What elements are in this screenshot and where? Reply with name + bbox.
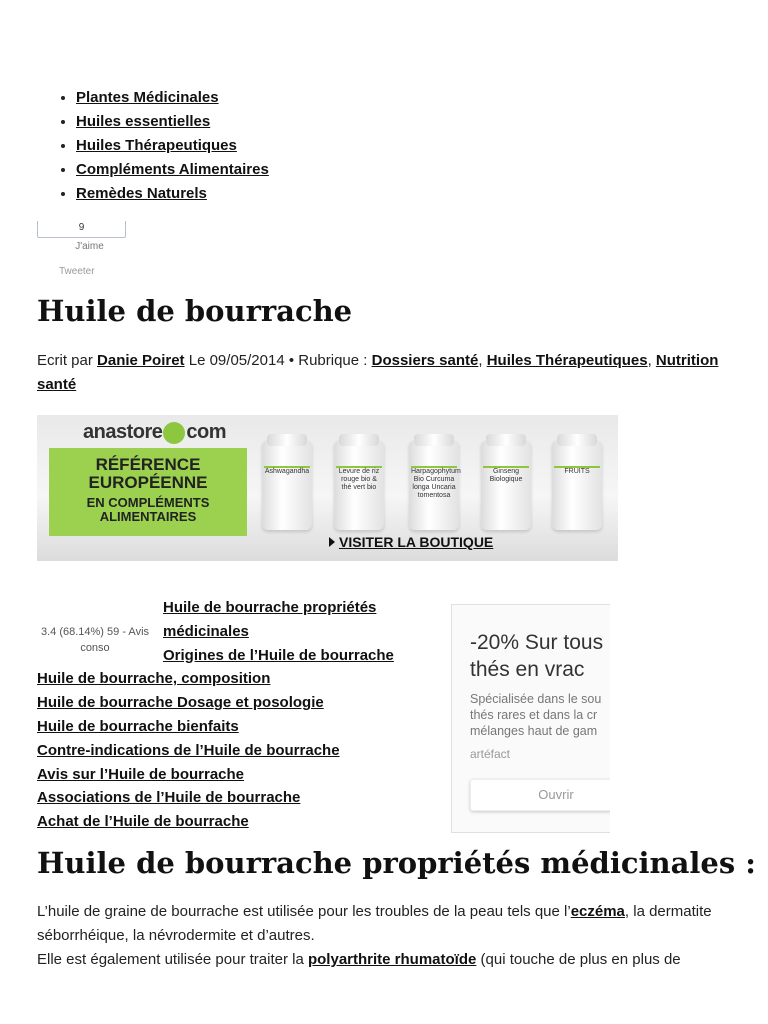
paragraph-text: (qui touche de plus en plus de [476, 951, 681, 968]
byline-prefix: Ecrit par [37, 352, 93, 369]
toc-item[interactable] [37, 715, 437, 739]
toc-item[interactable] [37, 810, 437, 834]
logo-text-right: com [186, 421, 226, 443]
ad-brand: artéfact [470, 747, 511, 761]
toc-link[interactable]: Contre-indications de l’Huile de bourrache [37, 741, 340, 759]
section-paragraph [37, 900, 742, 972]
banner-line-2: EUROPÉENNE [88, 473, 208, 492]
eczema-link[interactable]: eczéma [570, 903, 625, 920]
like-button[interactable]: J'aime [75, 241, 104, 252]
table-of-contents [37, 596, 437, 834]
paragraph-text: Elle est également utilisée pour traiter la [37, 951, 308, 968]
nav-item[interactable] [76, 158, 269, 182]
toc-link[interactable]: Huile de bourrache Dosage et posologie [37, 694, 324, 712]
nav-item[interactable] [76, 110, 269, 134]
ad-open-button[interactable]: Ouvrir [470, 779, 610, 811]
paragraph-text: , la dermatite séborrhéique, la névrodermite et d’autres. [37, 903, 712, 944]
nav-link-remedes[interactable]: Remèdes Naturels [76, 185, 207, 202]
toc-link[interactable]: Avis sur l’Huile de bourrache [37, 765, 245, 783]
page-title: Huile de bourrache [37, 294, 353, 328]
toc-link[interactable]: Huile de bourrache, composition [37, 670, 271, 688]
article-byline: Ecrit par Danie Poiret Le 09/05/2014 • Rubrique : Dossiers santé, Huiles Thérapeutiques, Nutrition santé [37, 352, 719, 393]
nav-link-huiles-therapeutiques[interactable]: Huiles Thérapeutiques [76, 137, 237, 154]
toc-link[interactable]: Huile de bourrache propriétés médicinales [163, 599, 377, 640]
product-bottle [409, 440, 459, 530]
nav-item[interactable] [76, 134, 269, 158]
banner-headline-panel [49, 448, 247, 536]
paragraph-text: L’huile de graine de bourrache est utilisée pour les troubles de la peau tels que l’ [37, 903, 571, 920]
anastore-banner[interactable] [37, 415, 618, 561]
banner-line-1: RÉFÉRENCE [95, 455, 201, 474]
bottle-label: Levure de riz rouge bio & thé vert bio [336, 466, 382, 494]
nav-link-huiles-essentielles[interactable]: Huiles essentielles [76, 113, 211, 130]
toc-link[interactable]: Origines de l’Huile de bourrache [163, 646, 394, 664]
banner-line-4: ALIMENTAIRES [99, 509, 197, 524]
visit-shop-link[interactable] [329, 534, 493, 550]
category-link-nutrition[interactable]: Nutrition santé [37, 352, 719, 393]
toc-item[interactable] [37, 763, 437, 787]
logo-dot-icon [163, 422, 185, 444]
side-advertisement[interactable] [451, 604, 610, 833]
toc-item[interactable] [37, 739, 437, 763]
toc-item[interactable] [37, 667, 437, 691]
product-bottle [552, 440, 602, 530]
logo-text-left: anastore [83, 421, 163, 443]
banner-line-3: EN COMPLÉMENTS [86, 495, 210, 510]
product-bottle [262, 440, 312, 530]
bottle-label: Ashwagandha [264, 466, 310, 494]
product-bottle [334, 440, 384, 530]
toc-link[interactable]: Huile de bourrache bienfaits [37, 717, 239, 735]
nav-link-plantes[interactable]: Plantes Médicinales [76, 89, 219, 106]
toc-item[interactable] [37, 644, 437, 668]
tweet-button[interactable]: Tweeter [59, 266, 95, 277]
toc-link[interactable]: Associations de l’Huile de bourrache [37, 789, 301, 807]
polyarthrite-link[interactable]: polyarthrite rhumatoïde [307, 951, 477, 968]
play-triangle-icon [329, 537, 335, 547]
product-bottle [481, 440, 531, 530]
author-link[interactable]: Danie Poiret [97, 352, 185, 369]
nav-item[interactable] [76, 86, 269, 110]
nav-link-complements[interactable]: Compléments Alimentaires [76, 161, 269, 178]
rating-summary: 3.4 (68.14%) 59 - Avis conso [40, 626, 150, 654]
toc-link[interactable]: Achat de l’Huile de bourrache [37, 813, 249, 831]
nav-item[interactable] [76, 182, 269, 206]
ad-headline: -20% Sur tous thés en vrac [470, 631, 604, 681]
bottle-label: Ginseng Biologique [483, 466, 529, 494]
category-link-huiles[interactable]: Huiles Thérapeutiques [486, 352, 648, 369]
bottle-label: Harpagophytum Bio Curcuma longa Uncaria tomentosa [411, 468, 461, 499]
category-link-dossiers[interactable]: Dossiers santé [371, 352, 479, 369]
like-count-box: 9 [37, 221, 126, 238]
byline-date: Le 09/05/2014 • Rubrique : [188, 352, 368, 369]
section-heading: Huile de bourrache propriétés médicinales : [37, 846, 756, 880]
category-nav [55, 86, 269, 206]
toc-item[interactable] [37, 596, 437, 644]
ad-description: Spécialisée dans le sou thés rares et dans la cr mélanges haut de gam [470, 692, 602, 738]
visit-shop-label: VISITER LA BOUTIQUE [339, 534, 494, 550]
toc-item[interactable] [37, 691, 437, 715]
bottle-label: FRUITS [554, 466, 600, 494]
toc-item[interactable] [37, 786, 437, 810]
anastore-logo [83, 421, 226, 444]
